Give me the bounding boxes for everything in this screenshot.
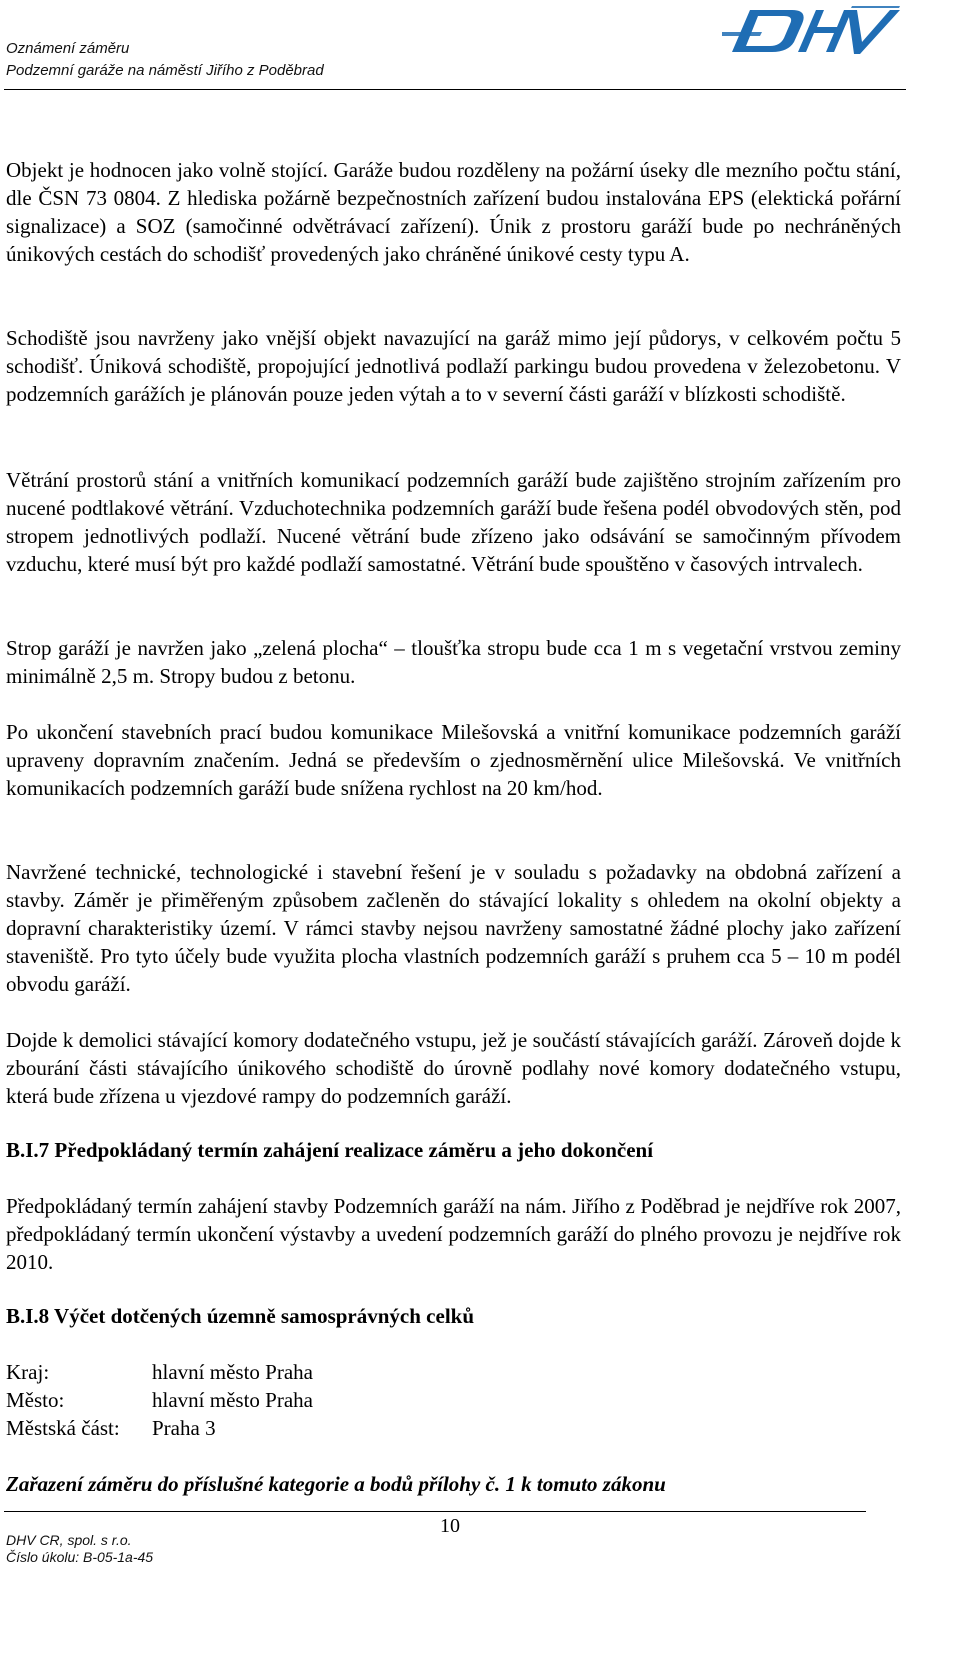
territory-key: Město: <box>6 1388 65 1412</box>
paragraph-traffic <box>6 718 901 802</box>
territory-row-region <box>6 1358 313 1386</box>
section-heading-bi7: B.I.7 Předpokládaný termín zahájení realizace záměru a jeho dokončení <box>6 1138 654 1162</box>
footer-company: DHV CR, spol. s r.o. <box>6 1532 132 1548</box>
paragraph-text: Strop garáží je navržen jako „zelená plocha“ – tloušťka stropu bude cca 1 m s vegetační vrstvou zeminy minimálně 2,5 m. Stropy budou z betonu. <box>6 636 901 689</box>
territory-value: hlavní město Praha <box>152 1360 313 1384</box>
paragraph-fire-safety <box>6 156 901 268</box>
header-project-title: Podzemní garáže na náměstí Jiřího z Poděbrad <box>6 62 324 79</box>
footer-rule <box>4 1511 866 1512</box>
paragraph-roof <box>6 634 901 690</box>
paragraph-technical-solution <box>6 858 901 998</box>
paragraph-demolition <box>6 1026 901 1110</box>
paragraph-text: Schodiště jsou navrženy jako vnější objekt navazující na garáž mimo její půdorys, v celkovém počtu 5 schodišť. Úniková schodiště, propojující jednotlivá podlaží parkingu budou provedena v železobetonu. V podzemních garážích je plánován pouze jeden výtah a to v severní části garáží v blízkosti schodiště. <box>6 326 901 407</box>
paragraph-text: Navržené technické, technologické i stavební řešení je v souladu s požadavky na obdobná zařízení a stavby. Záměr je přiměřeným způsobem začleněn do stávající lokality s ohledem na okolní objekty a dopravní charakteristiky území. V rámci stavby nejsou navrženy samostatné žádné plochy jako zařízení staveniště. Pro tyto účely bude využita plocha vlastních podzemních garáží s pruhem cca 5 – 10 m podél obvodu garáží. <box>6 860 901 997</box>
section-heading-bi8: B.I.8 Výčet dotčených územně samosprávných celků <box>6 1304 475 1328</box>
paragraph-text: Předpokládaný termín zahájení stavby Podzemních garáží na nám. Jiřího z Poděbrad je nejdříve rok 2007, předpokládaný termín ukončení výstavby a uvedení podzemních garáží do plného provozu je nejdříve rok 2010. <box>6 1194 901 1275</box>
paragraph-text: Po ukončení stavebních prací budou komunikace Milešovská a vnitřní komunikace podzemních garáží upraveny dopravním značením. Jedná se především o zjednosměrnění ulice Milešovská. Ve vnitřních komunikacích podzemních garáží bude snížena rychlost na 20 km/hod. <box>6 720 901 801</box>
territory-key: Městská část: <box>6 1416 120 1440</box>
paragraph-schedule <box>6 1192 901 1276</box>
paragraph-text: Větrání prostorů stání a vnitřních komunikací podzemních garáží bude zajištěno strojním zařízením pro nucené podtlakové větrání. Vzduchotechnika podzemních garáží bude řešena podél obvodových stěn, pod stropem jednotlivých podlaží. Nucené větrání bude zřízeno jako odsávání se samočinným přívodem vzduchu, které musí být pro každé podlaží samostatné. Větrání bude spouštěno v časových intrvalech. <box>6 468 901 577</box>
paragraph-text: Objekt je hodnocen jako volně stojící. Garáže budou rozděleny na požární úseky dle mezního počtu stání, dle ČSN 73 0804. Z hlediska požárně bezpečnostních zařízení budou instalována EPS (elektická pořární signalizace) a SOZ (samočinné odvětrávací zařízení). Únik z prostoru garáží bude po nechráněných únikových cestách do schodišť provedených jako chráněné únikové cesty typu A. <box>6 158 901 267</box>
header-doc-type: Oznámení záměru <box>6 40 130 57</box>
territory-value: Praha 3 <box>152 1416 216 1440</box>
classification-heading: Zařazení záměru do příslušné kategorie a bodů přílohy č. 1 k tomuto zákonu <box>6 1472 666 1496</box>
header-rule <box>4 89 906 90</box>
paragraph-staircases <box>6 324 901 408</box>
paragraph-ventilation <box>6 466 901 578</box>
paragraph-text: Dojde k demolici stávající komory dodatečného vstupu, jež je součástí stávajících garáží. Zároveň dojde k zbourání části stávajícího únikového schodiště do úrovně podlahy nové komory dodatečného vstupu, která bude zřízena u vjezdové rampy do podzemních garáží. <box>6 1028 901 1109</box>
territory-key: Kraj: <box>6 1360 50 1384</box>
footer-task-number: Číslo úkolu: B-05-1a-45 <box>6 1549 154 1565</box>
page-number: 10 <box>440 1515 460 1537</box>
territory-row-city <box>6 1386 313 1414</box>
territory-value: hlavní město Praha <box>152 1388 313 1412</box>
dhv-logo <box>722 2 900 58</box>
territory-row-district <box>6 1414 216 1442</box>
